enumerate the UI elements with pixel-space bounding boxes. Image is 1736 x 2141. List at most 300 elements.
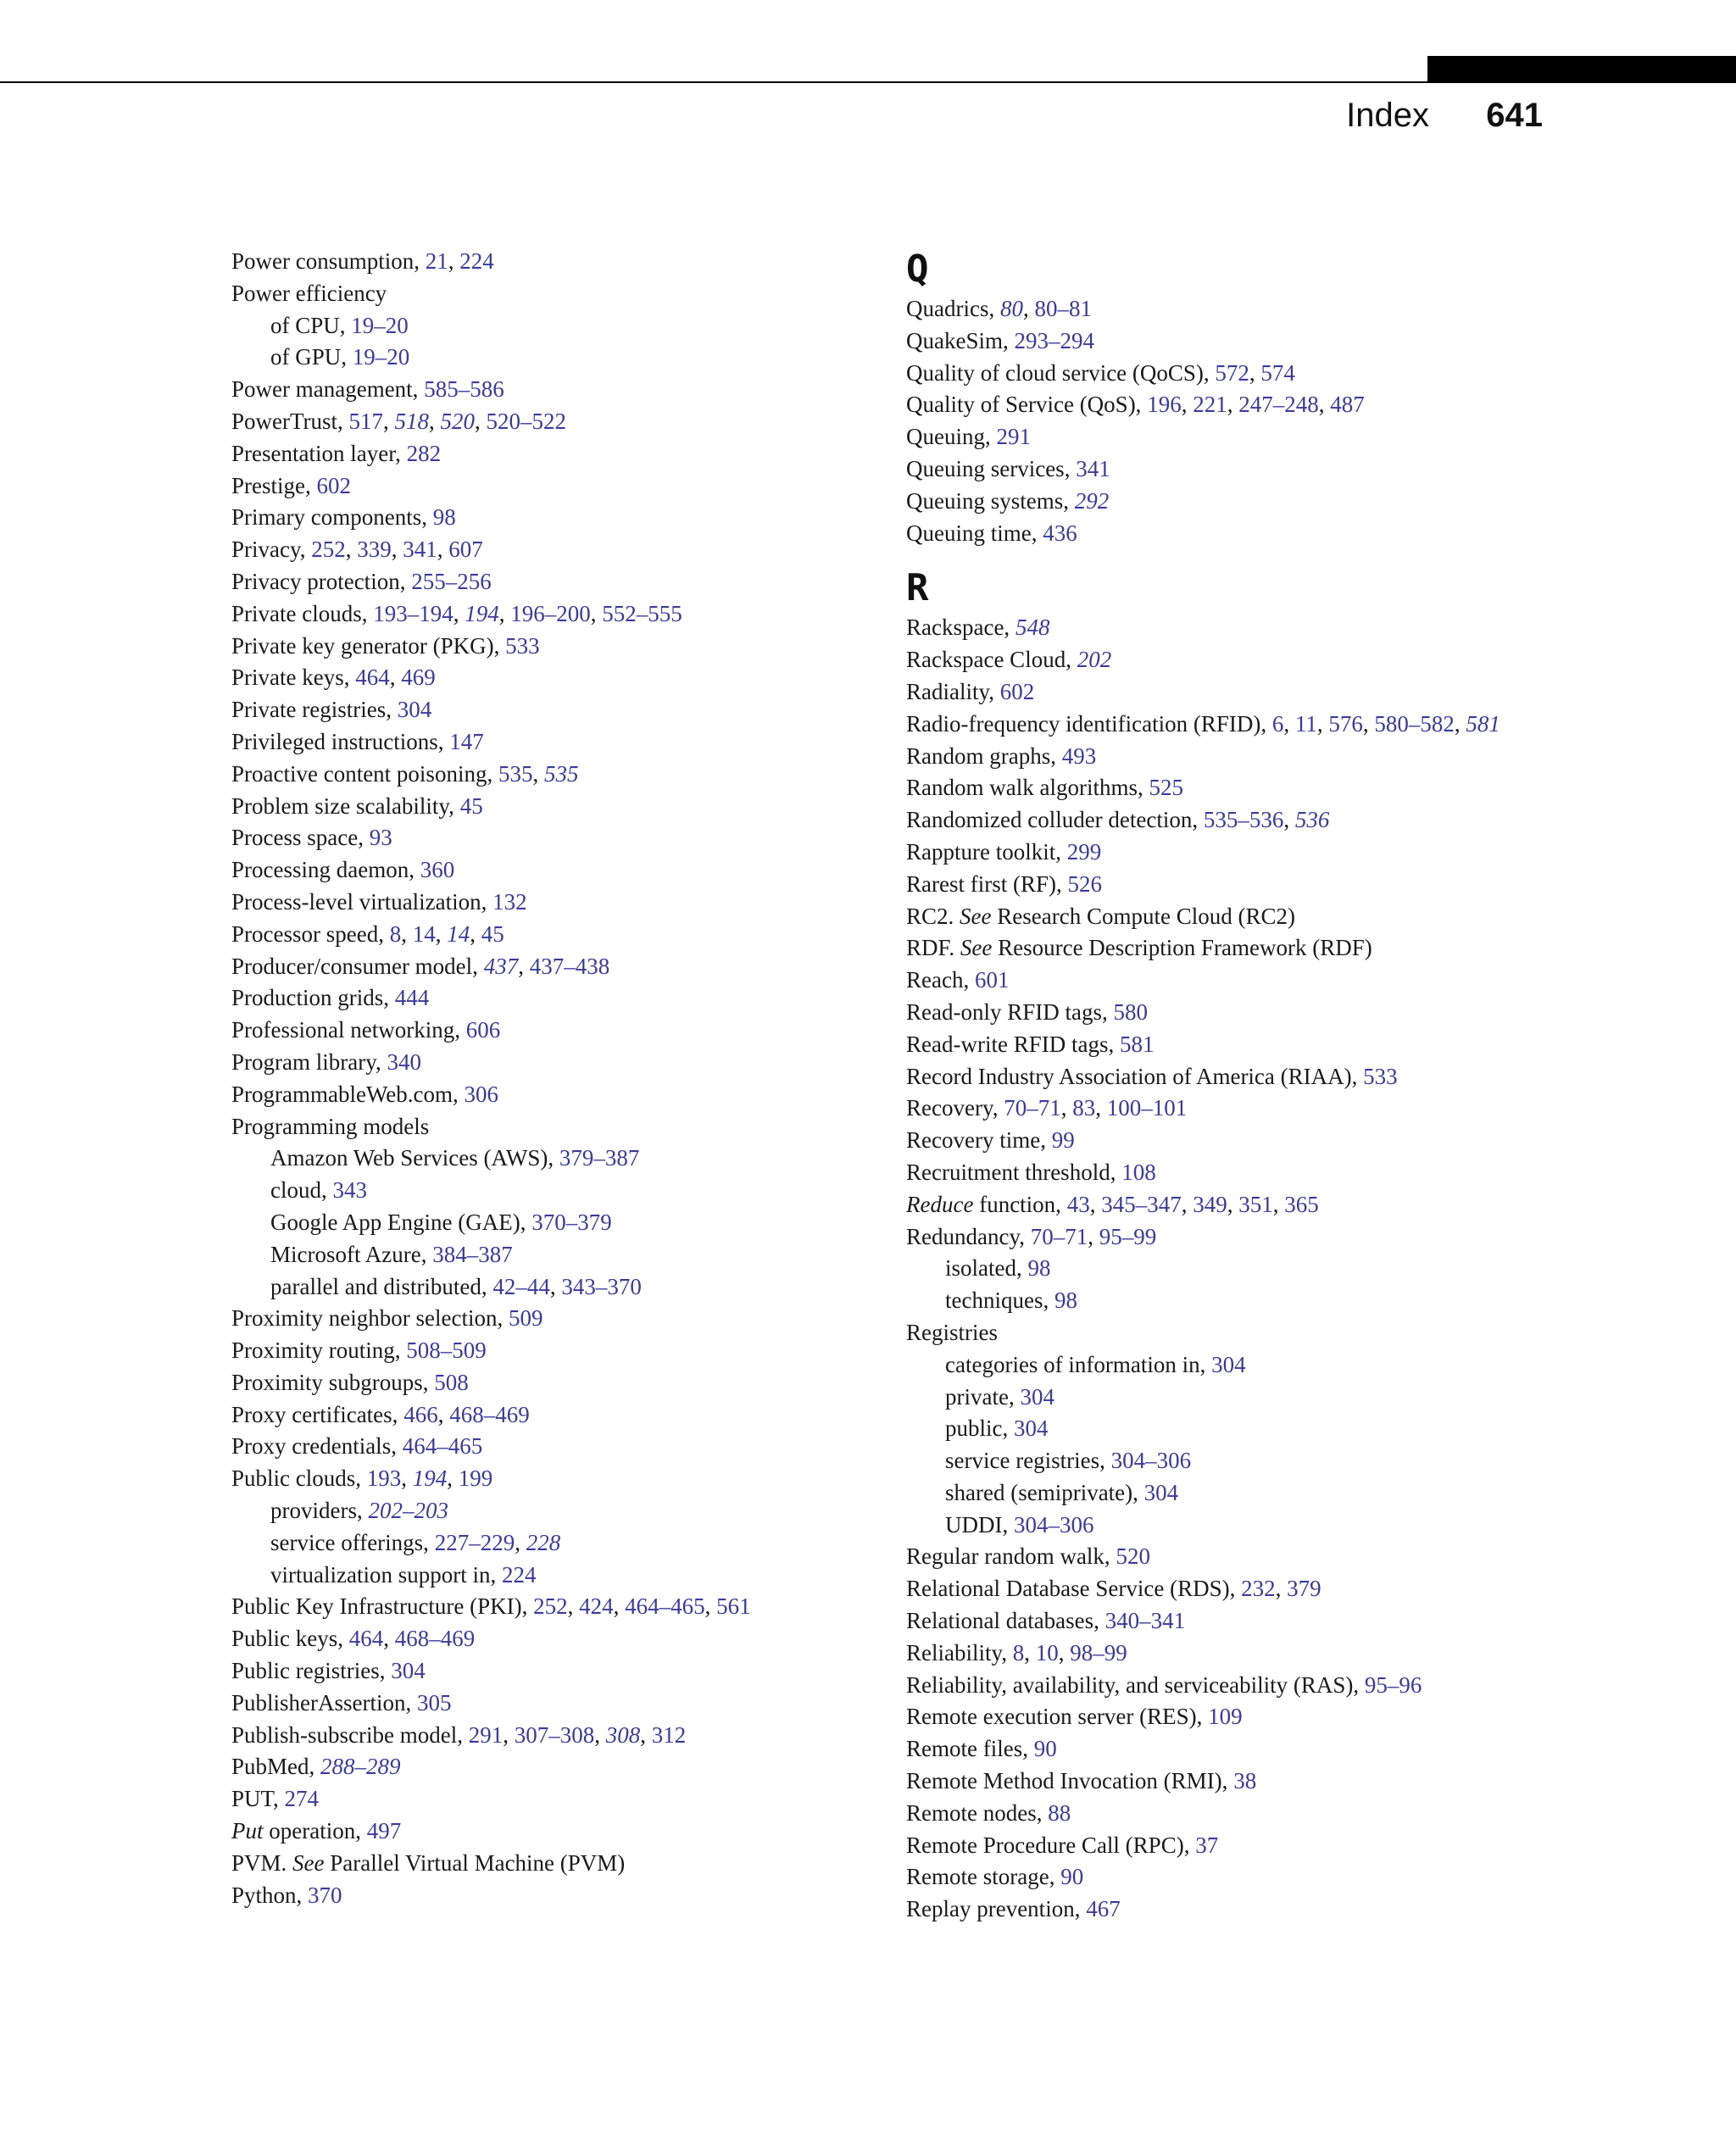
page-reference-link[interactable]: 343–370 xyxy=(561,1273,642,1299)
page-reference-link[interactable]: 274 xyxy=(284,1786,320,1812)
see-reference: See xyxy=(292,1849,325,1876)
index-entry xyxy=(231,1111,901,1143)
page-reference-link[interactable]: 95–96 xyxy=(1364,1671,1422,1698)
page-reference-link[interactable]: 202–203 xyxy=(368,1498,448,1524)
page-reference-link[interactable]: 535–536 xyxy=(1203,807,1284,833)
entry-term xyxy=(231,825,370,850)
entry-term xyxy=(945,1415,1014,1441)
page-reference-link[interactable]: 80–81 xyxy=(1034,296,1092,321)
index-entry xyxy=(231,1783,901,1816)
page-reference-link[interactable]: 580 xyxy=(1113,998,1148,1025)
page-reference-link[interactable]: 580–582 xyxy=(1374,710,1455,737)
page-reference-link[interactable]: 83 xyxy=(1072,1095,1096,1121)
page-reference-link[interactable]: 464–465 xyxy=(402,1433,483,1460)
entry-term-text: Power management, xyxy=(231,376,425,403)
page-reference-link[interactable]: 307–308 xyxy=(514,1721,595,1748)
page-reference-link[interactable]: 19–20 xyxy=(351,312,409,338)
entry-term-text: Professional networking, xyxy=(231,1017,466,1043)
index-subentry xyxy=(231,1207,901,1239)
page-reference-link[interactable]: 228 xyxy=(526,1529,561,1555)
page-reference-link[interactable]: 14 xyxy=(447,920,470,947)
page-reference-link[interactable]: 520–522 xyxy=(486,408,567,434)
entry-term-text: Private keys, xyxy=(231,665,356,691)
page-reference-link[interactable]: 224 xyxy=(459,248,494,274)
entry-term xyxy=(231,889,492,915)
page-reference-link[interactable]: 147 xyxy=(449,728,484,754)
index-entry xyxy=(906,325,1576,358)
page-reference-link[interactable]: 247–248 xyxy=(1238,392,1319,418)
page-reference-link[interactable]: 469 xyxy=(401,665,436,691)
page-reference-link[interactable]: 99 xyxy=(1051,1127,1075,1154)
entry-term xyxy=(231,248,426,274)
page-reference-link[interactable]: 468–469 xyxy=(394,1626,476,1652)
entry-term-text: Primary components, xyxy=(231,504,433,531)
page-reference-link[interactable]: 38 xyxy=(1233,1768,1257,1794)
entry-term xyxy=(270,344,353,370)
page-reference-link[interactable]: 312 xyxy=(651,1721,687,1748)
page-reference-link[interactable]: 561 xyxy=(716,1593,751,1620)
page-reference-link[interactable]: 305 xyxy=(417,1689,452,1716)
page-reference-link[interactable]: 98–99 xyxy=(1070,1639,1127,1666)
page-reference-link[interactable]: 349 xyxy=(1193,1191,1227,1217)
page-reference-link[interactable]: 436 xyxy=(1043,520,1077,546)
page-reference-link[interactable]: 10 xyxy=(1035,1639,1059,1666)
entry-term xyxy=(231,409,349,434)
page-reference-link[interactable]: 93 xyxy=(369,825,392,851)
entry-term xyxy=(906,1064,1363,1089)
page-reference-link[interactable]: 343 xyxy=(332,1177,367,1204)
entry-term xyxy=(906,1608,1105,1633)
index-entry xyxy=(231,1816,901,1848)
page-reference-link[interactable]: 574 xyxy=(1260,359,1295,386)
page-reference-link[interactable]: 299 xyxy=(1066,838,1102,865)
page-reference-link[interactable]: 193–194 xyxy=(373,600,453,626)
page-reference-link[interactable]: 90 xyxy=(1033,1736,1057,1762)
entry-term xyxy=(231,1722,469,1748)
entry-term xyxy=(906,1224,1031,1249)
index-subentry xyxy=(906,1349,1576,1382)
entry-term xyxy=(270,1177,333,1203)
page-reference-link[interactable]: 6 xyxy=(1271,710,1284,737)
page-reference-link[interactable]: 21 xyxy=(425,248,448,274)
index-entry xyxy=(906,997,1576,1029)
index-entry xyxy=(231,1431,901,1463)
entry-term-text: Reach, xyxy=(906,967,975,993)
page-reference-link[interactable]: 306 xyxy=(464,1081,498,1107)
page-reference-link[interactable]: 255–256 xyxy=(411,568,492,594)
see-target[interactable]: Resource Description Framework (RDF) xyxy=(992,935,1372,961)
page-reference-link[interactable]: 581 xyxy=(1119,1031,1155,1057)
index-entry xyxy=(906,1830,1576,1862)
entry-term-text: Production grids, xyxy=(231,985,395,1011)
page-reference-link[interactable]: 291 xyxy=(996,424,1031,450)
index-entry xyxy=(906,676,1576,709)
page-reference-link[interactable]: 224 xyxy=(501,1561,537,1588)
page-reference-link[interactable]: 304 xyxy=(1014,1415,1049,1442)
entry-term xyxy=(906,1159,1121,1185)
page-reference-link[interactable]: 536 xyxy=(1294,807,1330,833)
index-entry xyxy=(231,502,901,534)
index-entry xyxy=(906,772,1576,804)
index-entry xyxy=(231,1303,901,1335)
index-entry: PowerTrust, 517, 518, 520, 520–522 xyxy=(231,408,567,434)
page-reference-link[interactable]: 196 xyxy=(1147,392,1182,418)
page-reference-link[interactable]: 464–465 xyxy=(625,1593,705,1620)
entry-term-text: techniques, xyxy=(945,1287,1054,1314)
entry-term-text: public, xyxy=(945,1415,1014,1442)
entry-term xyxy=(270,1242,432,1267)
index-subentry xyxy=(231,1495,901,1527)
index-entry: Public Key Infrastructure (PKI), 252, 424, 464–465, 561 xyxy=(231,1593,751,1620)
page-reference-link[interactable]: 339 xyxy=(357,537,392,563)
entry-term-text: Queuing time, xyxy=(906,520,1043,546)
page-reference-link[interactable]: 193 xyxy=(366,1465,402,1492)
page-reference-link[interactable]: 572 xyxy=(1215,359,1249,386)
index-subentry: parallel and distributed, 42–44, 343–370 xyxy=(270,1273,642,1299)
entry-term xyxy=(231,1049,387,1075)
page-reference-link[interactable]: 88 xyxy=(1048,1799,1071,1826)
page-number: 641 xyxy=(1486,97,1543,134)
page-reference-link[interactable]: 232 xyxy=(1241,1576,1276,1602)
entry-term-text: Reliability, xyxy=(906,1639,1013,1666)
page-reference-link[interactable]: 464 xyxy=(348,1626,384,1652)
page-reference-link[interactable]: 45 xyxy=(459,792,483,819)
index-entry xyxy=(906,421,1576,453)
index-subentry xyxy=(906,1477,1576,1510)
entry-term xyxy=(906,743,1062,769)
entry-term-text: Proximity neighbor selection, xyxy=(231,1305,509,1332)
entry-term-text: Random graphs, xyxy=(906,742,1062,769)
entry-term xyxy=(945,1480,1144,1505)
index-entry xyxy=(906,932,1576,965)
index-entry xyxy=(906,1317,1576,1349)
entry-term xyxy=(906,1704,1208,1729)
index-entry xyxy=(906,1541,1576,1573)
page-reference-link[interactable]: 585–586 xyxy=(424,376,504,403)
page-reference-link[interactable]: 552–555 xyxy=(602,600,682,626)
page-reference-link[interactable]: 293–294 xyxy=(1014,327,1094,353)
page-reference-link[interactable]: 525 xyxy=(1149,775,1183,801)
entry-term xyxy=(231,954,484,979)
page-reference-link[interactable]: 340–341 xyxy=(1104,1608,1186,1634)
entry-term xyxy=(906,488,1075,514)
page-reference-link[interactable]: 437 xyxy=(483,953,519,979)
page-reference-link[interactable]: 520 xyxy=(1116,1543,1150,1570)
page-reference-link[interactable]: 444 xyxy=(394,985,430,1011)
page-reference-link[interactable]: 288–289 xyxy=(320,1754,401,1780)
see-target[interactable]: Research Compute Cloud (RC2) xyxy=(991,903,1295,929)
entry-term-text: Proxy credentials, xyxy=(231,1433,403,1460)
entry-term xyxy=(231,1818,367,1843)
index-subentry xyxy=(906,1413,1576,1445)
page-reference-link[interactable]: 581 xyxy=(1466,710,1500,737)
entry-term-text: Remote execution server (RES), xyxy=(906,1704,1209,1730)
index-entry xyxy=(231,822,901,854)
page-reference-link[interactable]: 340 xyxy=(387,1048,421,1075)
page-reference-link[interactable]: 535 xyxy=(498,760,533,787)
see-target[interactable]: Parallel Virtual Machine (PVM) xyxy=(324,1849,626,1876)
index-entry xyxy=(906,1894,1576,1926)
page-reference-link[interactable]: 37 xyxy=(1195,1832,1219,1858)
page-reference-link[interactable]: 341 xyxy=(403,537,437,563)
entry-term-text: Processor speed, xyxy=(231,920,390,947)
page-reference-link[interactable]: 508–509 xyxy=(406,1337,487,1364)
index-entry xyxy=(231,1047,901,1079)
page-reference-link[interactable]: 365 xyxy=(1284,1191,1319,1217)
page-reference-link[interactable]: 199 xyxy=(458,1465,493,1492)
entry-term-text: Redundancy, xyxy=(906,1223,1031,1249)
page-reference-link[interactable]: 252 xyxy=(533,1593,568,1620)
page-reference-link[interactable]: 535 xyxy=(543,760,579,787)
page-reference-link[interactable]: 520 xyxy=(440,408,476,434)
page-reference-link[interactable]: 384–387 xyxy=(432,1241,513,1267)
entry-term-text: Queuing services, xyxy=(906,455,1077,481)
entry-term-text: Record Industry Association of America (RIAA), xyxy=(906,1063,1364,1089)
page-reference-link[interactable]: 8 xyxy=(1012,1639,1025,1666)
page-reference-link[interactable]: 602 xyxy=(999,678,1035,704)
entry-term xyxy=(906,1800,1048,1826)
index-entry: Randomized colluder detection, 535–536, 536 xyxy=(906,807,1330,833)
index-column-left xyxy=(231,246,901,1911)
entry-term xyxy=(945,1287,1054,1313)
page-reference-link[interactable]: 370 xyxy=(308,1882,342,1908)
page-reference-link[interactable]: 360 xyxy=(420,857,455,883)
entry-term-text: Rackspace Cloud, xyxy=(906,647,1077,673)
page-reference-link[interactable]: 98 xyxy=(432,504,456,531)
entry-term xyxy=(231,1402,403,1427)
page-reference-link[interactable]: 304–306 xyxy=(1110,1448,1192,1474)
index-column-right xyxy=(906,246,1576,1926)
entry-term-text: Google App Engine (GAE), xyxy=(270,1209,532,1235)
page-reference-link[interactable]: 517 xyxy=(348,408,384,434)
index-entry xyxy=(906,518,1576,550)
entry-term-text: Public keys, xyxy=(231,1626,349,1652)
index-entry: Private keys, 464, 469 xyxy=(231,665,436,691)
page-reference-link[interactable]: 227–229 xyxy=(434,1529,515,1555)
page-reference-link[interactable]: 304 xyxy=(1143,1479,1179,1505)
page-reference-link[interactable]: 43 xyxy=(1066,1191,1090,1217)
page-reference-link[interactable]: 98 xyxy=(1027,1255,1051,1282)
entry-term-text: Publish-subscribe model, xyxy=(231,1721,469,1748)
index-entry xyxy=(231,278,901,310)
page-reference-link[interactable]: 508 xyxy=(434,1369,469,1395)
index-entry xyxy=(906,453,1576,486)
entry-term xyxy=(906,904,960,929)
page-reference-link[interactable]: 533 xyxy=(1363,1063,1398,1089)
entry-term-text: function, xyxy=(973,1191,1067,1217)
index-entry xyxy=(906,1861,1576,1894)
page-reference-link[interactable]: 252 xyxy=(311,537,346,563)
entry-term-text: cloud, xyxy=(270,1177,333,1204)
entry-term-text: Regular random walk, xyxy=(906,1543,1116,1570)
see-reference: See xyxy=(960,935,993,961)
index-entry xyxy=(906,837,1576,869)
page-reference-link[interactable]: 308 xyxy=(605,1721,641,1748)
entry-term xyxy=(906,1095,1004,1121)
index-entry xyxy=(231,1335,901,1367)
page-reference-link[interactable]: 304 xyxy=(391,1658,426,1684)
page-reference-link[interactable]: 493 xyxy=(1061,742,1097,769)
page-reference-link[interactable]: 424 xyxy=(579,1593,614,1620)
page-reference-link[interactable]: 601 xyxy=(974,967,1010,993)
entry-term-text: service offerings, xyxy=(270,1529,435,1555)
page-reference-link[interactable]: 196–200 xyxy=(510,600,591,626)
entry-term xyxy=(906,1896,1086,1921)
page-reference-link[interactable]: 11 xyxy=(1294,710,1317,737)
entry-term xyxy=(906,1736,1034,1761)
page-reference-link[interactable]: 304 xyxy=(1211,1351,1246,1377)
page-reference-link[interactable]: 518 xyxy=(394,408,430,434)
page-reference-link[interactable]: 487 xyxy=(1330,392,1365,418)
entry-term xyxy=(906,1864,1060,1889)
entry-term xyxy=(906,935,960,960)
page-reference-link[interactable]: 95–99 xyxy=(1099,1223,1157,1249)
entry-term-text: Process space, xyxy=(231,825,370,851)
index-subentry xyxy=(231,1239,901,1271)
entry-term xyxy=(906,871,1067,897)
page-reference-link[interactable]: 98 xyxy=(1054,1287,1077,1314)
page-reference-link[interactable]: 304 xyxy=(1020,1383,1054,1410)
entry-term xyxy=(231,857,420,882)
page-reference-link[interactable]: 379 xyxy=(1287,1576,1321,1602)
page-reference-link[interactable]: 19–20 xyxy=(352,344,410,370)
page-reference-link[interactable]: 370–379 xyxy=(531,1209,612,1235)
see-reference: See xyxy=(960,903,992,929)
entry-term-text: PubMed, xyxy=(231,1754,321,1780)
entry-term xyxy=(231,1433,403,1459)
entry-term-text: private, xyxy=(945,1383,1021,1410)
page-reference-link[interactable]: 437–438 xyxy=(529,953,610,979)
entry-term xyxy=(906,456,1076,481)
entry-term xyxy=(906,424,996,449)
entry-term-text: Processing daemon, xyxy=(231,857,420,883)
entry-term xyxy=(906,328,1015,353)
entry-term xyxy=(231,1786,285,1811)
page-reference-link[interactable]: 526 xyxy=(1067,870,1102,897)
page-reference-link[interactable]: 292 xyxy=(1074,487,1110,514)
entry-term xyxy=(231,473,317,498)
running-head xyxy=(1322,92,1543,142)
entry-term-text: PVM. xyxy=(231,1849,293,1876)
index-entry xyxy=(906,486,1576,518)
page-reference-link[interactable]: 606 xyxy=(465,1017,501,1043)
index-subentry: service offerings, 227–229, 228 xyxy=(270,1529,561,1555)
entry-term xyxy=(906,711,1272,737)
entry-term xyxy=(231,1690,417,1716)
entry-term xyxy=(906,1832,1195,1858)
entry-term-text: QuakeSim, xyxy=(906,327,1015,353)
entry-term xyxy=(906,1543,1116,1569)
page-reference-link[interactable]: 202 xyxy=(1077,647,1112,673)
entry-term-text: Python, xyxy=(231,1882,309,1908)
index-subentry xyxy=(231,1175,901,1207)
page-reference-link[interactable]: 282 xyxy=(406,440,442,466)
index-entry xyxy=(231,1079,901,1111)
page-reference-link[interactable]: 304–306 xyxy=(1014,1511,1094,1538)
running-head-label: Index xyxy=(1346,97,1429,134)
page-reference-link[interactable]: 345–347 xyxy=(1101,1191,1182,1217)
index-entry: Quality of Service (QoS), 196, 221, 247–248, 487 xyxy=(906,392,1365,418)
page-reference-link[interactable]: 351 xyxy=(1238,1191,1273,1217)
page-reference-link[interactable]: 80 xyxy=(999,296,1023,321)
page-reference-link[interactable]: 548 xyxy=(1015,614,1050,641)
page-reference-link[interactable]: 466 xyxy=(403,1401,438,1427)
entry-term-text: virtualization support in, xyxy=(270,1561,502,1588)
index-entry xyxy=(906,1125,1576,1157)
page-reference-link[interactable]: 70–71 xyxy=(1004,1095,1061,1121)
page-reference-link[interactable]: 194 xyxy=(465,600,499,626)
page-reference-link[interactable]: 533 xyxy=(505,632,540,659)
page-reference-link[interactable]: 70–71 xyxy=(1030,1223,1088,1249)
page-reference-link[interactable]: 194 xyxy=(412,1465,448,1492)
entry-term xyxy=(231,1882,308,1908)
index-entry xyxy=(906,1701,1576,1733)
index-subentry xyxy=(906,1253,1576,1285)
index-entry xyxy=(906,1157,1576,1189)
page-reference-link[interactable]: 100–101 xyxy=(1106,1095,1188,1121)
page-reference-link[interactable]: 464 xyxy=(355,665,390,691)
entry-term-text: Random walk algorithms, xyxy=(906,775,1149,801)
entry-term xyxy=(270,1145,559,1171)
index-entry xyxy=(231,438,901,470)
page-reference-link[interactable]: 108 xyxy=(1121,1159,1156,1185)
entry-term-text: PublisherAssertion, xyxy=(231,1689,417,1716)
page-reference-link[interactable]: 607 xyxy=(448,537,483,563)
entry-term xyxy=(231,601,373,626)
entry-term-text: UDDI, xyxy=(945,1511,1014,1538)
page-reference-link[interactable]: 109 xyxy=(1208,1704,1243,1730)
entry-term-text: Proximity routing, xyxy=(231,1337,407,1364)
page-reference-link[interactable]: 8 xyxy=(389,920,402,947)
entry-term xyxy=(231,633,505,659)
page-reference-link[interactable]: 379–387 xyxy=(559,1145,640,1171)
page-reference-link[interactable]: 291 xyxy=(468,1721,504,1748)
index-entry xyxy=(906,644,1576,676)
index-entry: Public clouds, 193, 194, 199 xyxy=(231,1465,493,1492)
entry-term-text: Radiality, xyxy=(906,678,1000,704)
index-entry xyxy=(906,1605,1576,1638)
index-entry xyxy=(231,631,901,663)
page-reference-link[interactable]: 132 xyxy=(492,888,527,915)
entry-term-text: Queuing systems, xyxy=(906,487,1075,514)
entry-term xyxy=(906,839,1067,865)
index-entry: Public keys, 464, 468–469 xyxy=(231,1626,476,1652)
page-reference-link[interactable]: 602 xyxy=(316,472,351,498)
entry-term xyxy=(231,1850,292,1876)
entry-term xyxy=(270,1210,531,1235)
index-subentry xyxy=(231,310,901,342)
entry-term xyxy=(906,1768,1233,1793)
page-reference-link[interactable]: 576 xyxy=(1328,710,1363,737)
index-entry xyxy=(906,1733,1576,1766)
page-reference-link[interactable]: 304 xyxy=(397,697,432,723)
page-reference-link[interactable]: 509 xyxy=(508,1305,543,1332)
page-reference-link[interactable]: 90 xyxy=(1060,1864,1084,1890)
entry-term xyxy=(231,697,398,722)
page-reference-link[interactable]: 341 xyxy=(1076,455,1110,481)
page-reference-link[interactable]: 497 xyxy=(366,1818,402,1844)
page-reference-link[interactable]: 467 xyxy=(1086,1896,1121,1922)
page-reference-link[interactable]: 45 xyxy=(481,920,504,947)
entry-term-text: Relational databases, xyxy=(906,1608,1105,1634)
page-reference-link[interactable]: 14 xyxy=(412,920,436,947)
entry-term-text: Quadrics, xyxy=(906,296,1000,321)
entry-term-text: Recovery time, xyxy=(906,1127,1052,1154)
page-reference-link[interactable]: 42–44 xyxy=(492,1273,550,1299)
index-subentry xyxy=(906,1382,1576,1414)
page-reference-link[interactable]: 221 xyxy=(1193,392,1227,418)
page-reference-link[interactable]: 468–469 xyxy=(449,1401,530,1427)
